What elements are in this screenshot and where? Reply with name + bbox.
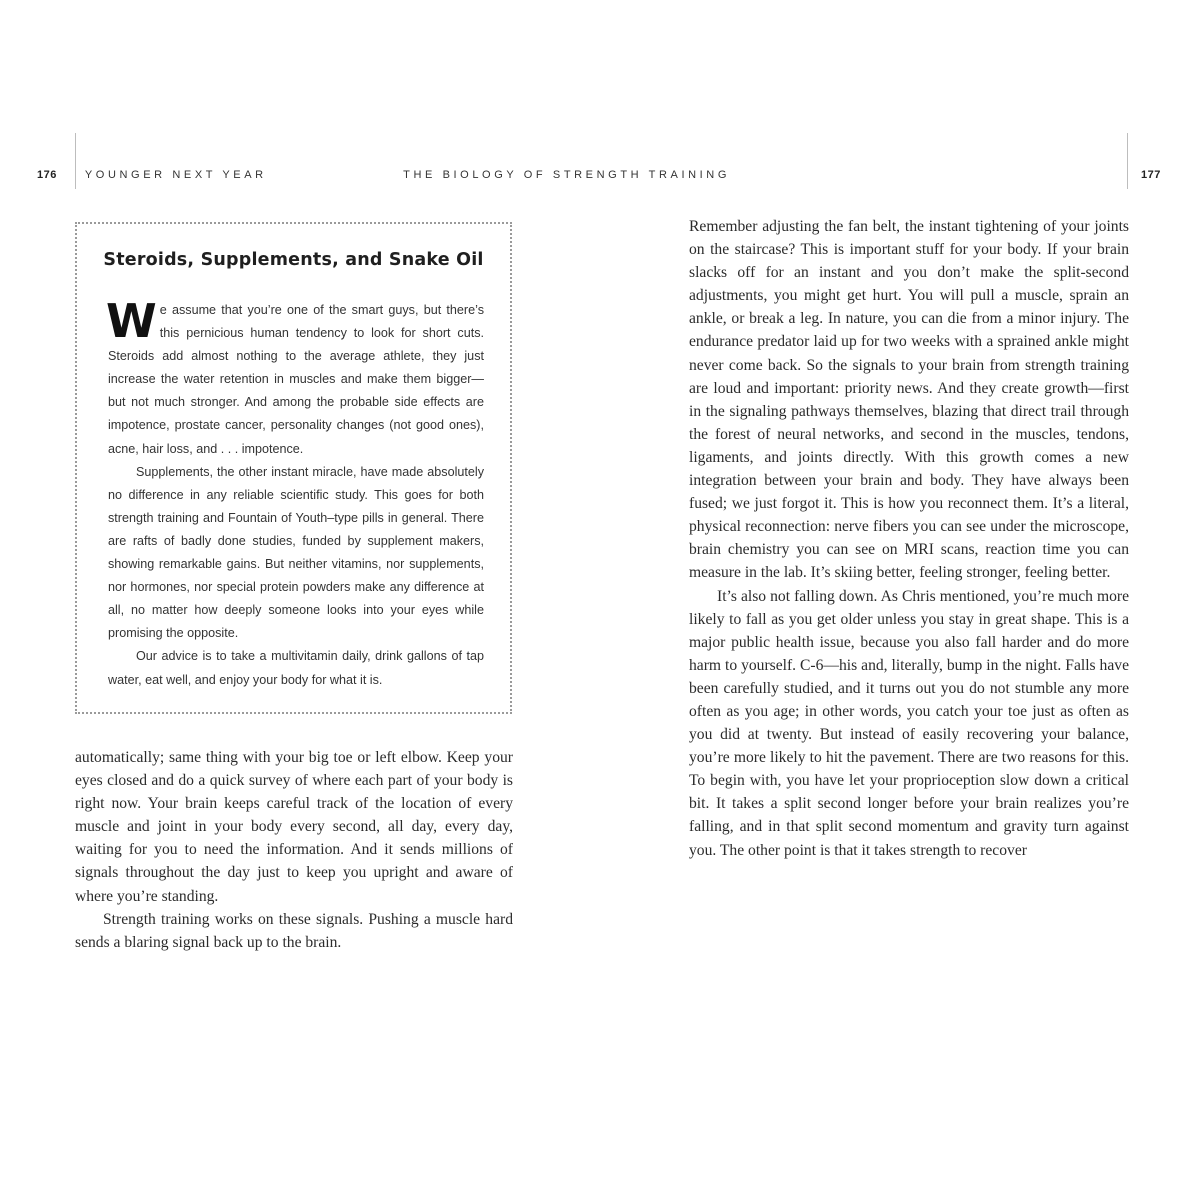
- sidebar-paragraph-text: e assume that you’re one of the smart guys, but there’s this pernicious human tendency to look for short cuts. Steroids add almost nothing to the average athlete, they just increase the water retention in muscles and make them bigger—but not much stronger. And among the probable side effects are impotence, prostate cancer, personality changes (not good ones), acne, hair loss, and . . . impotence.: [108, 303, 484, 456]
- sidebar-paragraph: [106, 294, 484, 461]
- right-running-head: [403, 166, 730, 184]
- left-body-text: [75, 746, 513, 954]
- right-page: [403, 0, 1200, 1200]
- sidebar-paragraph: Our advice is to take a multivitamin daily, drink gallons of tap water, eat well, and enjoy your body for what it is.: [108, 649, 484, 687]
- sidebar-paragraph: Supplements, the other instant miracle, have made absolutely no difference in any reliable scientific study. This goes for both strength training and Fountain of Youth–type pills in general. There are rafts of badly done studies, funded by supplement makers, showing remarkable gains. But neither vitamins, nor supplements, nor hormones, nor special protein powders make any difference at all, no matter how deeply someone looks into your eyes while promising the opposite.: [108, 464, 484, 641]
- body-paragraph: It’s also not falling down. As Chris mentioned, you’re much more likely to fall as you get older unless you stay in great shape. This is a major public health issue, because you also fall harder and do more harm to yourself. C-6—his and, literally, bump in the night. Falls have been carefully studied, and it turns out you do not stumble any more often as you age; in other words, you catch your toe just as often as you did at twenty. But instead of easily recovering your balance, you’re more likely to hit the pavement. There are two reasons for this. To begin with, you have let your proprioception slow down a critical bit. It takes a split second longer before your brain realizes you’re falling, and in that split second momentum and gravity turn against you. The other point is that it takes strength to recover: [689, 587, 1129, 859]
- page-number: 177: [1141, 169, 1161, 181]
- book-title: YOUNGER NEXT YEAR: [84, 169, 267, 181]
- body-paragraph: Strength training works on these signals. Pushing a muscle hard sends a blaring signal back up to the brain.: [75, 910, 513, 951]
- right-folio: [1141, 166, 1161, 184]
- drop-cap: W: [106, 294, 157, 348]
- body-paragraph: automatically; same thing with your big toe or left elbow. Keep your eyes closed and do a quick survey of where each part of your body is right now. Your brain keeps careful track of the location of every muscle and joint in your body every second, all day, every day, waiting for you to need the information. And it sends millions of signals throughout the day just to keep you upright and aware of where you’re standing.: [75, 749, 513, 905]
- chapter-title: THE BIOLOGY OF STRENGTH TRAINING: [403, 169, 730, 181]
- header-divider: [1127, 133, 1128, 189]
- page-number: 176: [37, 169, 57, 181]
- left-running-head: [37, 166, 267, 184]
- sidebar-box: [75, 222, 512, 714]
- body-paragraph: Remember adjusting the fan belt, the instant tightening of your joints on the staircase? This is important stuff for your body. If your brain slacks off for an instant and you don’t make the split-second adjustments, you might get hurt. You will pull a muscle, sprain an ankle, or break a leg. In nature, you can die from a minor injury. The endurance predator laid up for two weeks with a sprained ankle might never come back. So the signals to your brain from strength training are loud and important: priority news. And they create growth—first in the signaling pathways themselves, blazing that direct trail through the forest of neural networks, and second in the muscles, tendons, ligaments, and joints directly. With this growth comes a new integration between your brain and body. They have always been fused; we just forgot it. This is how you reconnect them. It’s a literal, physical reconnection: nerve fibers you can see under the microscope, brain chemistry you can see on MRI scans, reaction time you can measure in the lab. It’s skiing better, feeling stronger, feeling better.: [689, 218, 1129, 582]
- sidebar-body: [106, 294, 484, 692]
- sidebar-title: Steroids, Supplements, and Snake Oil: [103, 250, 484, 270]
- right-body-text: [689, 215, 1129, 862]
